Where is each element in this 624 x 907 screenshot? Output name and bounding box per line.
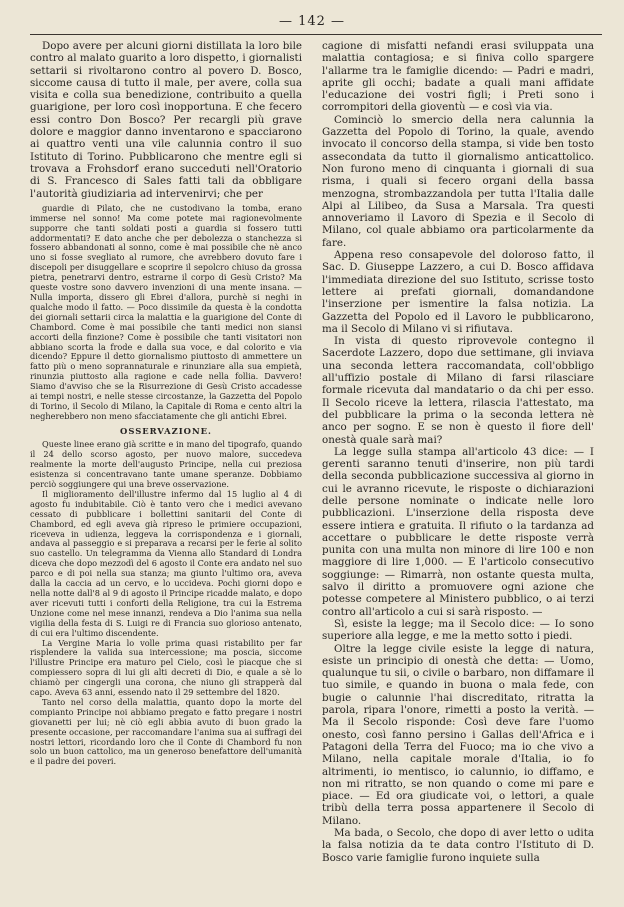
right-paragraph-5: La legge sulla stampa all'articolo 43 dice: — I gerenti saranno tenuti d'inserire, non più tardi della seconda pubblicazione successiva al giorno in cui le avranno ricevute, le risposte o dichiarazioni delle persone nominate o indicate nelle loro pubblicazioni. L'inserzione della risposta deve essere intiera e gratuita. Il rifiuto o la tardanza ad accettare o pubblicare le dette risposte verrà punita con una multa non minore di lire 100 e non maggiore di lire 1,000. — E l'articolo consecutivo soggiunge: — Rimarrà, non ostante questa multa, salvo il diritto a promuovere ogni azione che potesse competere al Ministero pubblico, o ai terzi contro all'articolo a cui si sarà risposto. —	[322, 445, 594, 618]
right-paragraph-6: Sì, esiste la legge; ma il Secolo dice: — Io sono superiore alla legge, e me la metto sotto i piedi.	[322, 617, 594, 643]
page-number: — 142 —	[278, 14, 346, 29]
observation-paragraph-4: Tanto nel corso della malattia, quanto dopo la morte del compianto Principe noi abbiamo pregato e fatto pregare i nostri giovanetti per lui; nè ciò egli abbia avuto di buon grado la presente occasione, per raccomandare l'anima sua ai suffragi dei nostri lettori, ricordando loro che il Conte di Chambord fu non solo un buon cattolico, ma un generoso benefattore dell'umanità e il padre dei poveri.	[30, 696, 302, 767]
intro-paragraph: Dopo avere per alcuni giorni distillata la loro bile contro al malato guarito a loro dispetto, i giornalisti settarii si rivoltarono contro al povero D. Bosco, siccome causa di tutto il male, per avere, colla sua visita e colla sua benedizione, contribuito a quella guarigione, per loro così inopportuna. E che fecero essi contro Don Bosco? Per recargli più grave dolore e maggior danno inventarono e spacciarono ai quattro venti una vile calunnia contro il suo Istituto di Torino. Pubblicarono che mentre egli si trovava a Frohsdorf erano succeduti nell'Oratorio di S. Francesco di Sales fatti tali da obbligare l'autorità giudiziaria ad intervenirvi; che per	[30, 40, 302, 200]
observation-paragraph-1: Queste linee erano già scritte e in mano del tipografo, quando il 24 dello scorso agosto, per nuovo malore, succedeva realmente la morte dell'augusto Principe, nella cui preziosa esistenza si concentravano tante umane speranze. Dobbiamo perciò soggiungere qui una breve osservazione.	[30, 439, 302, 490]
right-paragraph-1: cagione di misfatti nefandi erasi sviluppata una malattia contagiosa; e si finiva collo spargere l'allarme tra le famiglie dicendo: — Padri e madri, aprite gli occhi; badate a quali mani affidate l'educazione dei vostri figli; i Preti sono i corrompitori della gioventù — e così via via.	[322, 40, 594, 114]
quote-paragraph: guardie di Pilato, che ne custodivano la tomba, erano immerse nel sonno! Ma come potete mai ragionevolmente supporre che tanti soldati posti a guardia si fossero tutti addormentati? E dato anche che per debolezza o stanchezza si fossero abbandonati al sonno, come è mai possibile che nè anco uno si fosse svegliato al rumore, che avrebbero dovuto fare i discepoli per disuggellare e scoprire il sepolcro chiuso da grossa pietra, penetrarvi dentro, estrarne il corpo di Gesù Cristo? Ma queste vostre sono davvero invenzioni di una mente insana. — Nulla importa, dissero gli Ebrei d'allora, purchè si neghi in qualche modo il fatto. — Poco dissimile da questa è la condotta dei giornali settarii circa la malattia e la guarigione del Conte di Chambord. Come è mai possibile che tanti medici non siansi accorti della finzione? Come è possibile che tanti visitatori non abbiano scorta la frode e dalla sua voce, e dal colorito e via dicendo? Eppure il detto giornalismo piuttosto di ammettere un fatto più o meno soprannaturale e rinunziare alla sua empietà, rinunzia piuttosto alla ragione e cade nella follia. Davvero! Siamo d'avviso che se la Risurrezione di Gesù Cristo accadesse ai tempi nostri, e nelle stesse circostanze, la Gazzetta del Popolo di Torino, il Secolo di Milano, la Capitale di Roma e cento altri la negherebbero non meno sfacciatamente che gli antichi Ebrei.	[30, 202, 302, 421]
left-column	[30, 40, 302, 767]
right-paragraph-3: Appena reso consapevole del doloroso fatto, il Sac. D. Giuseppe Lazzero, a cui D. Bosco affidava l'immediata direzione del suo Istituto, scrisse tosto lettere ai prefati giornali, domandandone l'inserzione per ismentire la falsa notizia. La Gazzetta del Popolo ed il Lavoro le pubblicarono, ma il Secolo di Milano vi si rifiutava.	[322, 249, 594, 335]
right-paragraph-2: Cominciò lo smercio della nera calunnia la Gazzetta del Popolo di Torino, la quale, avendo invocato il concorso della stampa, si vide ben tosto assecondata da tutto il giornalismo anticattolico. Non furono meno di cinquanta i giornali di sua risma, i quali si fecero organi della bassa menzogna, strombazzandola per tutta l'Italia dalle Alpi al Lilibeo, da Susa a Marsala. Tra questi annoveriamo il Lavoro di Spezia e il Secolo di Milano, col quale abbiamo ora particolarmente da fare.	[322, 113, 594, 249]
header-rule	[30, 34, 602, 35]
observation-paragraph-3: La Vergine Maria lo volle prima quasi ristabilito per far risplendere la valida sua intercessione; ma poscia, siccome l'illustre Principe era maturo pel Cielo, così le piacque che si compiessero sopra di lui gli alti decreti di Dio, e quale a sè lo chiamò per cingergli una corona, che niuno gli strapperà dal capo. Aveva 63 anni, essendo nato il 29 settembre del 1820.	[30, 637, 302, 698]
section-heading: OSSERVAZIONE.	[120, 425, 212, 436]
right-column	[322, 40, 594, 864]
right-paragraph-8: Ma bada, o Secolo, che dopo di aver letto o udita la falsa notizia da te data contro l'Istituto di D. Bosco varie famiglie furono inquiete sulla	[322, 827, 594, 864]
right-paragraph-4: In vista di questo riprovevole contegno il Sacerdote Lazzero, dopo due settimane, gli inviava una seconda lettera raccomandata, coll'obbligo all'uffizio postale di Milano di farsi rilasciare formale ricevuta dal mandatario o da chi per esso. Il Secolo riceve la lettera, rilascia l'attestato, ma del pubblicare la prima o la seconda lettera nè anco per sogno. E se non è questo il fiore dell' onestà quale sarà mai?	[322, 335, 594, 446]
observation-paragraph-2: Il miglioramento dell'illustre infermo dal 15 luglio al 4 di agosto fu indubitabile. Ciò è tanto vero che i medici avevano cessato di pubblicare i bollettini sanitarii del Conte di Chambord, ed egli aveva già ripreso le primiere occupazioni, riceveva in udienza, leggeva la corrispondenza e i giornali, andava al passeggio e si preparava a recarsi per le ferie al solito suo castello. Un telegramma da Vienna allo Standard di Londra diceva che dopo mezzodì del 6 agosto il Conte era andato nel suo parco e di poi nella sua stanza; ma giunto l'ultimo ora, aveva dalla la caccia ad un cervo, e lo uccideva. Pochi giorni dopo e nella notte dall'8 al 9 di agosto il Principe ricadde malato, e dopo aver ricevuti tutti i conforti della Religione, tra cui la Estrema Unzione come nel mese innanzi, rendeva a Dio l'anima sua nella vigilia della festa di S. Luigi re di Francia suo glorioso antenato, di cui era l'ultimo discendente.	[30, 488, 302, 638]
right-paragraph-7: Oltre la legge civile esiste la legge di natura, esiste un principio di onestà che detta: — Uomo, qualunque tu sii, o civile o barbaro, non diffamare il tuo simile, e quando in buona o mala fede, con bugie o calunnie l'hai discreditato, ritratta la parola, ripara l'onore, rimetti a posto la verità. — Ma il Secolo risponde: Così deve fare l'uomo onesto, così fanno persino i Gallas dell'Africa e i Patagoni della Terra del Fuoco; ma io che vivo a Milano, nella capitale morale d'Italia, io fo altrimenti, io mentisco, io calunnio, io diffamo, e non mi ritratto, se non quando o come mi pare e piace. — Ed ora giudicate voi, o lettori, a quale tribù della terra possa appartenere il Secolo di Milano.	[322, 642, 594, 827]
